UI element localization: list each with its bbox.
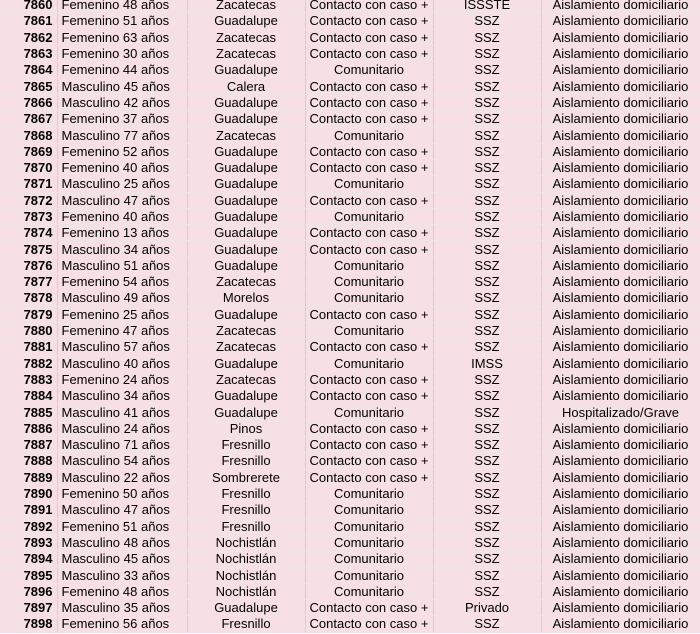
transmission-cell: Contacto con caso + — [305, 29, 433, 45]
institution-cell: SSZ — [433, 404, 541, 420]
municipality-cell: Pinos — [187, 420, 305, 436]
municipality-cell: Fresnillo — [187, 437, 305, 453]
municipality-cell: Guadalupe — [187, 388, 305, 404]
transmission-cell: Contacto con caso + — [305, 143, 433, 159]
transmission-cell: Contacto con caso + — [305, 0, 433, 13]
municipality-cell: Fresnillo — [187, 453, 305, 469]
status-cell: Aislamiento domiciliario — [541, 176, 700, 192]
institution-cell: IMSS — [433, 355, 541, 371]
table-row — [0, 0, 700, 13]
transmission-cell: Contacto con caso + — [305, 241, 433, 257]
municipality-cell: Zacatecas — [187, 0, 305, 13]
transmission-cell: Comunitario — [305, 355, 433, 371]
case-number-cell: 7883 — [0, 371, 57, 387]
municipality-cell: Zacatecas — [187, 45, 305, 61]
case-number-cell: 7863 — [0, 45, 57, 61]
sex-age-cell: Masculino 34 años — [57, 388, 187, 404]
case-number-cell: 7872 — [0, 192, 57, 208]
institution-cell: SSZ — [433, 322, 541, 338]
transmission-cell: Comunitario — [305, 257, 433, 273]
transmission-cell: Contacto con caso + — [305, 94, 433, 110]
institution-cell: SSZ — [433, 241, 541, 257]
table-row — [0, 176, 700, 192]
transmission-cell: Comunitario — [305, 551, 433, 567]
transmission-cell: Comunitario — [305, 208, 433, 224]
sex-age-cell: Masculino 34 años — [57, 241, 187, 257]
municipality-cell: Fresnillo — [187, 502, 305, 518]
status-cell: Aislamiento domiciliario — [541, 0, 700, 13]
case-number-cell: 7889 — [0, 469, 57, 485]
institution-cell: SSZ — [433, 437, 541, 453]
status-cell: Aislamiento domiciliario — [541, 485, 700, 501]
institution-cell: SSZ — [433, 388, 541, 404]
sex-age-cell: Femenino 52 años — [57, 143, 187, 159]
status-cell: Aislamiento domiciliario — [541, 306, 700, 322]
status-cell: Aislamiento domiciliario — [541, 225, 700, 241]
case-number-cell: 7895 — [0, 567, 57, 583]
municipality-cell: Fresnillo — [187, 616, 305, 632]
sex-age-cell: Masculino 47 años — [57, 502, 187, 518]
municipality-cell: Guadalupe — [187, 306, 305, 322]
status-cell: Aislamiento domiciliario — [541, 13, 700, 29]
transmission-cell: Contacto con caso + — [305, 371, 433, 387]
sex-age-cell: Masculino 77 años — [57, 127, 187, 143]
case-number-cell: 7870 — [0, 159, 57, 175]
institution-cell: SSZ — [433, 567, 541, 583]
institution-cell: SSZ — [433, 469, 541, 485]
sex-age-cell: Masculino 45 años — [57, 78, 187, 94]
status-cell: Aislamiento domiciliario — [541, 469, 700, 485]
case-number-cell: 7893 — [0, 534, 57, 550]
table-row — [0, 355, 700, 371]
municipality-cell: Nochistlán — [187, 583, 305, 599]
status-cell: Aislamiento domiciliario — [541, 127, 700, 143]
table-row — [0, 388, 700, 404]
status-cell: Aislamiento domiciliario — [541, 518, 700, 534]
case-number-cell: 7862 — [0, 29, 57, 45]
table-row — [0, 322, 700, 338]
municipality-cell: Guadalupe — [187, 176, 305, 192]
institution-cell: SSZ — [433, 485, 541, 501]
table-row — [0, 78, 700, 94]
status-cell: Aislamiento domiciliario — [541, 616, 700, 632]
case-number-cell: 7888 — [0, 453, 57, 469]
transmission-cell: Comunitario — [305, 485, 433, 501]
institution-cell: SSZ — [433, 192, 541, 208]
case-number-cell: 7866 — [0, 94, 57, 110]
transmission-cell: Contacto con caso + — [305, 599, 433, 615]
institution-cell: SSZ — [433, 45, 541, 61]
sex-age-cell: Masculino 41 años — [57, 404, 187, 420]
institution-cell: SSZ — [433, 159, 541, 175]
table-row — [0, 599, 700, 615]
status-cell: Aislamiento domiciliario — [541, 208, 700, 224]
sex-age-cell: Masculino 57 años — [57, 339, 187, 355]
municipality-cell: Guadalupe — [187, 13, 305, 29]
sex-age-cell: Masculino 48 años — [57, 534, 187, 550]
transmission-cell: Contacto con caso + — [305, 437, 433, 453]
case-number-cell: 7879 — [0, 306, 57, 322]
institution-cell: SSZ — [433, 583, 541, 599]
case-number-cell: 7869 — [0, 143, 57, 159]
sex-age-cell: Femenino 51 años — [57, 13, 187, 29]
transmission-cell: Contacto con caso + — [305, 388, 433, 404]
status-cell: Aislamiento domiciliario — [541, 371, 700, 387]
case-number-cell: 7884 — [0, 388, 57, 404]
transmission-cell: Contacto con caso + — [305, 45, 433, 61]
table-row — [0, 534, 700, 550]
municipality-cell: Guadalupe — [187, 111, 305, 127]
municipality-cell: Zacatecas — [187, 371, 305, 387]
municipality-cell: Nochistlán — [187, 534, 305, 550]
table-row — [0, 469, 700, 485]
institution-cell: SSZ — [433, 111, 541, 127]
table-row — [0, 485, 700, 501]
sex-age-cell: Femenino 25 años — [57, 306, 187, 322]
municipality-cell: Zacatecas — [187, 339, 305, 355]
municipality-cell: Guadalupe — [187, 94, 305, 110]
transmission-cell: Contacto con caso + — [305, 339, 433, 355]
table-row — [0, 192, 700, 208]
case-number-cell: 7894 — [0, 551, 57, 567]
table-row — [0, 257, 700, 273]
case-number-cell: 7878 — [0, 290, 57, 306]
transmission-cell: Comunitario — [305, 534, 433, 550]
institution-cell: ISSSTE — [433, 0, 541, 13]
transmission-cell: Comunitario — [305, 404, 433, 420]
institution-cell: SSZ — [433, 257, 541, 273]
sex-age-cell: Femenino 56 años — [57, 616, 187, 632]
municipality-cell: Guadalupe — [187, 257, 305, 273]
institution-cell: SSZ — [433, 78, 541, 94]
case-number-cell: 7871 — [0, 176, 57, 192]
municipality-cell: Guadalupe — [187, 599, 305, 615]
institution-cell: SSZ — [433, 518, 541, 534]
table-row — [0, 13, 700, 29]
transmission-cell: Comunitario — [305, 290, 433, 306]
status-cell: Aislamiento domiciliario — [541, 388, 700, 404]
municipality-cell: Guadalupe — [187, 208, 305, 224]
institution-cell: Privado — [433, 599, 541, 615]
status-cell: Aislamiento domiciliario — [541, 583, 700, 599]
municipality-cell: Morelos — [187, 290, 305, 306]
sex-age-cell: Femenino 48 años — [57, 583, 187, 599]
institution-cell: SSZ — [433, 290, 541, 306]
sex-age-cell: Masculino 35 años — [57, 599, 187, 615]
transmission-cell: Comunitario — [305, 322, 433, 338]
status-cell: Aislamiento domiciliario — [541, 290, 700, 306]
status-cell: Hospitalizado/Grave — [541, 404, 700, 420]
status-cell: Aislamiento domiciliario — [541, 551, 700, 567]
table-row — [0, 583, 700, 599]
case-number-cell: 7896 — [0, 583, 57, 599]
status-cell: Aislamiento domiciliario — [541, 274, 700, 290]
status-cell: Aislamiento domiciliario — [541, 339, 700, 355]
table-row — [0, 159, 700, 175]
transmission-cell: Comunitario — [305, 518, 433, 534]
municipality-cell: Guadalupe — [187, 159, 305, 175]
case-number-cell: 7861 — [0, 13, 57, 29]
case-number-cell: 7890 — [0, 485, 57, 501]
case-number-cell: 7882 — [0, 355, 57, 371]
municipality-cell: Guadalupe — [187, 355, 305, 371]
transmission-cell: Contacto con caso + — [305, 111, 433, 127]
status-cell: Aislamiento domiciliario — [541, 453, 700, 469]
case-number-cell: 7868 — [0, 127, 57, 143]
sex-age-cell: Femenino 50 años — [57, 485, 187, 501]
case-number-cell: 7876 — [0, 257, 57, 273]
table-row — [0, 127, 700, 143]
table-row — [0, 241, 700, 257]
status-cell: Aislamiento domiciliario — [541, 567, 700, 583]
status-cell: Aislamiento domiciliario — [541, 111, 700, 127]
table-row — [0, 420, 700, 436]
institution-cell: SSZ — [433, 143, 541, 159]
case-number-cell: 7886 — [0, 420, 57, 436]
transmission-cell: Contacto con caso + — [305, 225, 433, 241]
municipality-cell: Nochistlán — [187, 551, 305, 567]
case-number-cell: 7891 — [0, 502, 57, 518]
table-row — [0, 371, 700, 387]
status-cell: Aislamiento domiciliario — [541, 94, 700, 110]
case-number-cell: 7898 — [0, 616, 57, 632]
case-number-cell: 7873 — [0, 208, 57, 224]
institution-cell: SSZ — [433, 274, 541, 290]
transmission-cell: Contacto con caso + — [305, 453, 433, 469]
municipality-cell: Guadalupe — [187, 241, 305, 257]
table-row — [0, 339, 700, 355]
table-row — [0, 306, 700, 322]
sex-age-cell: Masculino 25 años — [57, 176, 187, 192]
sex-age-cell: Femenino 44 años — [57, 62, 187, 78]
case-number-cell: 7877 — [0, 274, 57, 290]
sex-age-cell: Femenino 37 años — [57, 111, 187, 127]
status-cell: Aislamiento domiciliario — [541, 62, 700, 78]
case-number-cell: 7880 — [0, 322, 57, 338]
table-row — [0, 567, 700, 583]
municipality-cell: Calera — [187, 78, 305, 94]
institution-cell: SSZ — [433, 551, 541, 567]
table-row — [0, 62, 700, 78]
sex-age-cell: Masculino 40 años — [57, 355, 187, 371]
institution-cell: SSZ — [433, 420, 541, 436]
transmission-cell: Contacto con caso + — [305, 78, 433, 94]
sex-age-cell: Femenino 51 años — [57, 518, 187, 534]
transmission-cell: Contacto con caso + — [305, 192, 433, 208]
municipality-cell: Guadalupe — [187, 404, 305, 420]
institution-cell: SSZ — [433, 306, 541, 322]
transmission-cell: Contacto con caso + — [305, 159, 433, 175]
institution-cell: SSZ — [433, 534, 541, 550]
transmission-cell: Comunitario — [305, 62, 433, 78]
case-number-cell: 7897 — [0, 599, 57, 615]
municipality-cell: Guadalupe — [187, 143, 305, 159]
institution-cell: SSZ — [433, 29, 541, 45]
institution-cell: SSZ — [433, 502, 541, 518]
transmission-cell: Contacto con caso + — [305, 420, 433, 436]
municipality-cell: Guadalupe — [187, 62, 305, 78]
sex-age-cell: Masculino 49 años — [57, 290, 187, 306]
sex-age-cell: Femenino 47 años — [57, 322, 187, 338]
case-number-cell: 7892 — [0, 518, 57, 534]
institution-cell: SSZ — [433, 62, 541, 78]
status-cell: Aislamiento domiciliario — [541, 534, 700, 550]
sex-age-cell: Femenino 54 años — [57, 274, 187, 290]
transmission-cell: Contacto con caso + — [305, 616, 433, 632]
sex-age-cell: Masculino 22 años — [57, 469, 187, 485]
institution-cell: SSZ — [433, 13, 541, 29]
case-number-cell: 7860 — [0, 0, 57, 13]
institution-cell: SSZ — [433, 616, 541, 632]
table-row — [0, 143, 700, 159]
sex-age-cell: Masculino 45 años — [57, 551, 187, 567]
sex-age-cell: Masculino 33 años — [57, 567, 187, 583]
sex-age-cell: Femenino 40 años — [57, 208, 187, 224]
status-cell: Aislamiento domiciliario — [541, 192, 700, 208]
transmission-cell: Comunitario — [305, 502, 433, 518]
municipality-cell: Guadalupe — [187, 192, 305, 208]
municipality-cell: Fresnillo — [187, 518, 305, 534]
institution-cell: SSZ — [433, 371, 541, 387]
case-number-cell: 7887 — [0, 437, 57, 453]
table-row — [0, 404, 700, 420]
transmission-cell: Comunitario — [305, 127, 433, 143]
sex-age-cell: Masculino 47 años — [57, 192, 187, 208]
case-number-cell: 7874 — [0, 225, 57, 241]
institution-cell: SSZ — [433, 127, 541, 143]
status-cell: Aislamiento domiciliario — [541, 241, 700, 257]
transmission-cell: Comunitario — [305, 567, 433, 583]
transmission-cell: Contacto con caso + — [305, 469, 433, 485]
sex-age-cell: Femenino 13 años — [57, 225, 187, 241]
case-number-cell: 7867 — [0, 111, 57, 127]
municipality-cell: Zacatecas — [187, 29, 305, 45]
institution-cell: SSZ — [433, 339, 541, 355]
municipality-cell: Guadalupe — [187, 225, 305, 241]
sex-age-cell: Femenino 63 años — [57, 29, 187, 45]
status-cell: Aislamiento domiciliario — [541, 437, 700, 453]
status-cell: Aislamiento domiciliario — [541, 322, 700, 338]
status-cell: Aislamiento domiciliario — [541, 29, 700, 45]
municipality-cell: Zacatecas — [187, 274, 305, 290]
institution-cell: SSZ — [433, 208, 541, 224]
municipality-cell: Zacatecas — [187, 127, 305, 143]
sex-age-cell: Masculino 54 años — [57, 453, 187, 469]
table-row — [0, 208, 700, 224]
sex-age-cell: Masculino 24 años — [57, 420, 187, 436]
table-row — [0, 111, 700, 127]
table-row — [0, 616, 700, 632]
case-number-cell: 7881 — [0, 339, 57, 355]
transmission-cell: Comunitario — [305, 274, 433, 290]
sex-age-cell: Femenino 24 años — [57, 371, 187, 387]
municipality-cell: Fresnillo — [187, 485, 305, 501]
case-number-cell: 7864 — [0, 62, 57, 78]
table-row — [0, 551, 700, 567]
table-row — [0, 453, 700, 469]
table-row — [0, 94, 700, 110]
case-number-cell: 7875 — [0, 241, 57, 257]
table-row — [0, 274, 700, 290]
status-cell: Aislamiento domiciliario — [541, 159, 700, 175]
municipality-cell: Zacatecas — [187, 322, 305, 338]
table-row — [0, 502, 700, 518]
institution-cell: SSZ — [433, 94, 541, 110]
status-cell: Aislamiento domiciliario — [541, 78, 700, 94]
sex-age-cell: Masculino 71 años — [57, 437, 187, 453]
transmission-cell: Comunitario — [305, 176, 433, 192]
status-cell: Aislamiento domiciliario — [541, 599, 700, 615]
status-cell: Aislamiento domiciliario — [541, 257, 700, 273]
sex-age-cell: Masculino 51 años — [57, 257, 187, 273]
transmission-cell: Comunitario — [305, 583, 433, 599]
transmission-cell: Contacto con caso + — [305, 306, 433, 322]
status-cell: Aislamiento domiciliario — [541, 420, 700, 436]
institution-cell: SSZ — [433, 176, 541, 192]
sex-age-cell: Femenino 48 años — [57, 0, 187, 13]
institution-cell: SSZ — [433, 225, 541, 241]
status-cell: Aislamiento domiciliario — [541, 355, 700, 371]
sex-age-cell: Femenino 40 años — [57, 159, 187, 175]
table-row — [0, 518, 700, 534]
sex-age-cell: Femenino 30 años — [57, 45, 187, 61]
table-row — [0, 29, 700, 45]
table-row — [0, 225, 700, 241]
case-number-cell: 7865 — [0, 78, 57, 94]
municipality-cell: Nochistlán — [187, 567, 305, 583]
status-cell: Aislamiento domiciliario — [541, 502, 700, 518]
status-cell: Aislamiento domiciliario — [541, 45, 700, 61]
case-number-cell: 7885 — [0, 404, 57, 420]
transmission-cell: Contacto con caso + — [305, 13, 433, 29]
table-row — [0, 290, 700, 306]
status-cell: Aislamiento domiciliario — [541, 143, 700, 159]
table-row — [0, 437, 700, 453]
institution-cell: SSZ — [433, 453, 541, 469]
sex-age-cell: Masculino 42 años — [57, 94, 187, 110]
municipality-cell: Sombrerete — [187, 469, 305, 485]
table-row — [0, 45, 700, 61]
